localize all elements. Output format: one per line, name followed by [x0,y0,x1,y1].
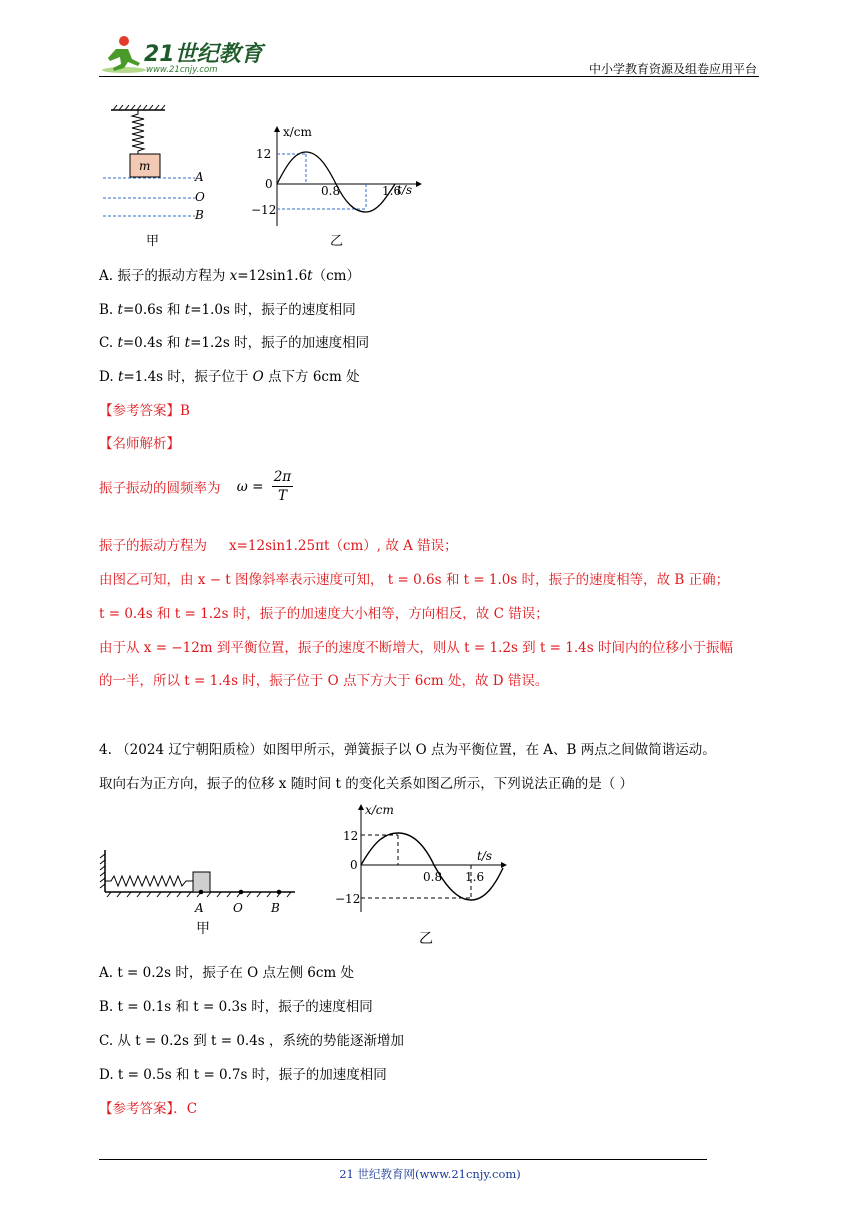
q3-analysis-line-5: 由于从 x = −12m 到平衡位置，振子的速度不断增大，则从 t = 1.2s 到 t = 1.4s 时间内的位移小于振幅 [99,640,733,656]
caption-yi-2: 乙 [419,931,433,947]
q4-stem-line-2: 取向右为正方向，振子的位移 x 随时间 t 的变化关系如图乙所示，下列说法正确的是（ ） [99,776,633,792]
q3-option-d: D. t=1.4s 时，振子位于 O 点下方 6cm 处 [99,369,360,385]
header-platform-text: 中小学教育资源及组卷应用平台 [588,62,757,76]
q3-analysis-heading: 【名师解析】 [99,436,180,452]
label-B: B [195,208,204,222]
header-rule [99,76,759,77]
caption-jia-2: 甲 [196,921,210,937]
xt-graph-2 [331,800,521,948]
label-O: O [195,190,205,204]
y-tick-12: 12 [256,147,272,161]
q4-option-d: D. t = 0.5s 和 t = 0.7s 时，振子的加速度相同 [99,1067,387,1083]
mass-label: m [139,159,151,173]
q3-option-a: A. 振子的振动方程为 x=12sin1.6t（cm） [99,268,360,284]
omega-fraction: $\frac{2\pi}{T}$ [273,469,292,504]
y-axis-label: x/cm [283,125,312,139]
y-tick-neg12: −12 [251,203,277,217]
q4-answer: 【参考答案】．C [99,1101,198,1117]
x-tick-1.6-2: 1.6 [465,870,485,884]
label-A: A [195,170,204,184]
x-axis-label-2: t/s [477,849,493,863]
horizontal-spring-diagram [99,800,299,948]
caption-jia: 甲 [146,234,160,249]
site-logo [94,33,264,77]
omega-formula-lhs: ω = [236,478,264,495]
label-O-2: O [233,901,243,915]
figure-2 [99,800,519,948]
q3-option-c: C. t=0.4s 和 t=1.2s 时，振子的加速度相同 [99,335,370,351]
x-tick-0.8: 0.8 [321,184,341,198]
q3-analysis-line-1: 振子振动的圆频率为 ω = $\frac{2\pi}{T}$ [99,469,292,504]
q3-analysis-line-4: t = 0.4s 和 t = 1.2s 时，振子的加速度大小相等，方向相反，故 C 错误； [99,606,549,622]
label-A-2: A [195,901,204,915]
q3-analysis-line-3: 由图乙可知，由 x − t 图像斜率表示速度可知， t = 0.6s 和 t = 1.0s 时，振子的速度相等，故 B 正确； [99,572,730,588]
q3-option-b: B. t=0.6s 和 t=1.0s 时，振子的速度相同 [99,302,356,318]
footer-rule [99,1159,707,1160]
y-tick-0-2: 0 [350,858,358,872]
y-tick-12-2: 12 [343,829,359,843]
q4-option-a: A. t = 0.2s 时，振子在 O 点左侧 6cm 处 [99,965,355,981]
x-tick-1.6: 1.6 [382,184,402,198]
q3-analysis-line-6: 的一半，所以 t = 1.4s 时，振子位于 O 点下方大于 6cm 处，故 D 错误。 [99,673,549,689]
q4-option-c: C. 从 t = 0.2s 到 t = 0.4s ，系统的势能逐渐增加 [99,1033,405,1049]
x-tick-0.8-2: 0.8 [423,870,443,884]
y-axis-label-2: x/cm [365,803,394,817]
x-axis-label: t/s [397,183,413,197]
q4-stem-line-1: 4. （2024 辽宁朝阳质检）如图甲所示，弹簧振子以 O 点为平衡位置，在 A、B 两点之间做简谐运动。 [99,742,716,758]
y-tick-0: 0 [265,177,273,191]
y-tick-neg12-2: −12 [335,892,361,906]
q4-option-b: B. t = 0.1s 和 t = 0.3s 时，振子的速度相同 [99,999,373,1015]
q3-answer: 【参考答案】B [99,403,190,419]
logo-url: www.21cnjy.com [146,65,218,75]
label-B-2: B [271,901,280,915]
xt-graph-1 [239,124,429,252]
footer-text: 21 世纪教育网(www.21cnjy.com) [339,1167,521,1181]
figure-1 [99,102,429,252]
logo-title: 21世纪教育 [144,42,263,67]
q3-analysis-line-2: 振子的振动方程为 x=12sin1.25πt（cm）, 故 A 错误； [99,538,458,554]
caption-yi: 乙 [330,234,344,249]
